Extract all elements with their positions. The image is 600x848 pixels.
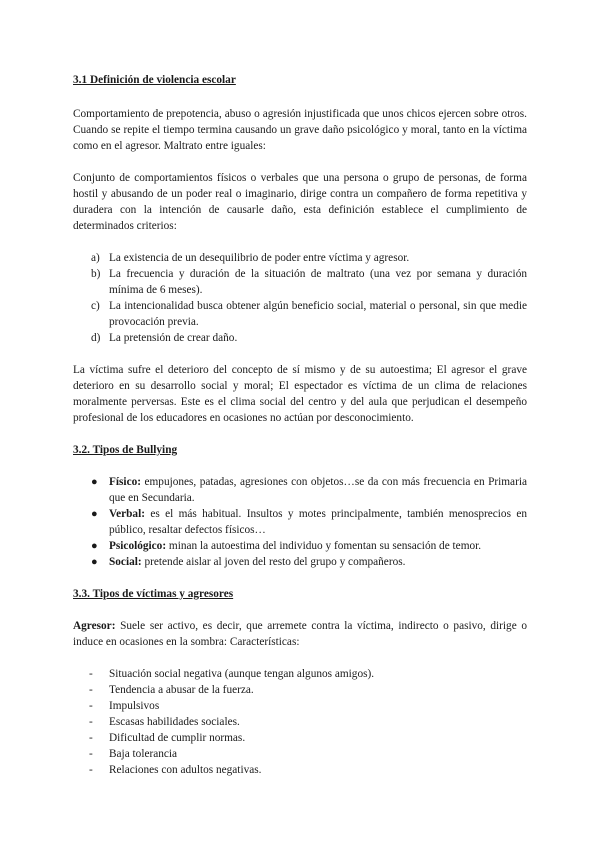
term-label: Agresor: bbox=[73, 620, 116, 632]
list-item-text: La frecuencia y duración de la situación de maltrato (una vez por semana y duración mínima de 6 meses). bbox=[109, 268, 527, 296]
list-item bbox=[73, 298, 527, 330]
dash-marker: - bbox=[89, 684, 93, 696]
list-item-text: pretende aislar al joven del resto del grupo y compañeros. bbox=[141, 556, 406, 568]
list-marker: c) bbox=[91, 300, 100, 312]
bullet-icon: ● bbox=[91, 540, 98, 552]
bullying-types-list bbox=[73, 474, 527, 570]
list-item bbox=[73, 250, 527, 266]
dash-marker: - bbox=[89, 732, 93, 744]
list-item-text: minan la autoestima del individuo y fomentan su sensación de temor. bbox=[166, 540, 482, 552]
list-item bbox=[73, 730, 527, 746]
dash-marker: - bbox=[89, 668, 93, 680]
list-item-text: Baja tolerancia bbox=[109, 748, 178, 760]
list-item bbox=[73, 330, 527, 346]
dash-marker: - bbox=[89, 716, 93, 728]
dash-marker: - bbox=[89, 748, 93, 760]
list-item bbox=[73, 714, 527, 730]
paragraph-agresor-text: Suele ser activo, es decir, que arremete contra la víctima, indirecto o pasivo, dirige o induce en ocasiones en la sombra: Características: bbox=[73, 620, 527, 648]
list-marker: a) bbox=[91, 252, 100, 264]
list-item bbox=[73, 554, 527, 570]
list-item-text: Impulsivos bbox=[109, 700, 160, 712]
list-item-text: La pretensión de crear daño. bbox=[109, 332, 238, 344]
list-item bbox=[73, 666, 527, 682]
list-marker: d) bbox=[91, 332, 101, 344]
section-3-2-title: 3.2. Tipos de Bullying bbox=[73, 444, 178, 456]
section-3-3-title: 3.3. Tipos de víctimas y agresores bbox=[73, 588, 234, 600]
list-item bbox=[73, 266, 527, 298]
list-item-text: Relaciones con adultos negativas. bbox=[109, 764, 262, 776]
criteria-list bbox=[73, 250, 527, 346]
list-item bbox=[73, 698, 527, 714]
paragraph-definition: Comportamiento de prepotencia, abuso o agresión injustificada que unos chicos ejercen sobre otros. Cuando se repite el tiempo termina causando un grave daño psicológico y moral, tanto en la víctima como en el agresor. Maltrato entre iguales: bbox=[73, 108, 527, 152]
list-item-text: empujones, patadas, agresiones con objetos…se da con más frecuencia en Primaria que en Secundaria. bbox=[109, 476, 527, 504]
paragraph-agresor bbox=[73, 618, 527, 650]
list-item-text: Tendencia a abusar de la fuerza. bbox=[109, 684, 254, 696]
paragraph-behaviors: Conjunto de comportamientos físicos o verbales que una persona o grupo de personas, de forma hostil y abusando de un poder real o imaginario, dirige contra un compañero de forma repetitiva y duradera con la intención de causarle daño, esta definición establece el cumplimiento de determinados criterios: bbox=[73, 172, 527, 232]
list-item bbox=[73, 762, 527, 778]
list-item-text: Situación social negativa (aunque tengan algunos amigos). bbox=[109, 668, 375, 680]
list-item-text: Dificultad de cumplir normas. bbox=[109, 732, 246, 744]
list-item bbox=[73, 538, 527, 554]
term-label: Psicológico: bbox=[109, 540, 167, 552]
list-marker: b) bbox=[91, 268, 101, 280]
list-item-text: La intencionalidad busca obtener algún beneficio social, material o personal, sin que medie provocación previa. bbox=[109, 300, 527, 328]
term-label: Social: bbox=[109, 556, 142, 568]
dash-marker: - bbox=[89, 700, 93, 712]
term-label: Verbal: bbox=[109, 508, 145, 520]
list-item-text: La existencia de un desequilibrio de poder entre víctima y agresor. bbox=[109, 252, 410, 264]
list-item-text: Escasas habilidades sociales. bbox=[109, 716, 240, 728]
list-item bbox=[73, 682, 527, 698]
dash-marker: - bbox=[89, 764, 93, 776]
bullet-icon: ● bbox=[91, 556, 98, 568]
agresor-traits-list bbox=[73, 666, 527, 778]
list-item-text: es el más habitual. Insultos y motes principalmente, también menosprecios en público, resaltar defectos físicos… bbox=[109, 508, 527, 536]
list-item bbox=[73, 746, 527, 762]
bullet-icon: ● bbox=[91, 508, 98, 520]
paragraph-effects: La víctima sufre el deterioro del concepto de sí mismo y de su autoestima; El agresor el grave deterioro en su desarrollo social y moral; El espectador es víctima de un clima de relaciones moralmente perversas. Este es el clima social del centro y del aula que perjudican el desempeño profesional de los educadores en ocasiones no actúan por desconocimiento. bbox=[73, 364, 527, 424]
list-item bbox=[73, 474, 527, 506]
document-body bbox=[73, 72, 527, 778]
bullet-icon: ● bbox=[91, 476, 98, 488]
list-item bbox=[73, 506, 527, 538]
term-label: Físico: bbox=[109, 476, 141, 488]
section-3-1-title: 3.1 Definición de violencia escolar bbox=[73, 74, 236, 86]
